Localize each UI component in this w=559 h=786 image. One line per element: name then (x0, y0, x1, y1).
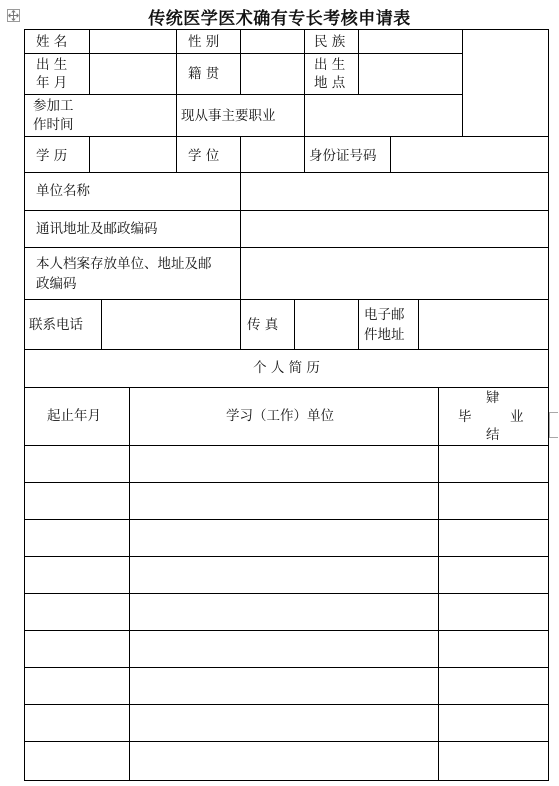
col-divider (176, 29, 177, 136)
birth-date-label-line1: 出 生 (36, 57, 68, 73)
birthplace-field[interactable] (359, 54, 462, 94)
current-occupation-label: 现从事主要职业 (181, 108, 276, 124)
col-divider (304, 136, 305, 172)
ethnicity-field[interactable] (359, 30, 462, 53)
native-place-label: 籍 贯 (188, 66, 220, 82)
email-label-line2: 件地址 (364, 327, 405, 343)
resume-row-divider (24, 667, 549, 668)
current-occupation-field[interactable] (305, 95, 462, 136)
name-label: 姓 名 (36, 34, 68, 50)
mailing-address-label: 通讯地址及邮政编码 (36, 221, 158, 237)
archive-location-label-line1: 本人档案存放单位、地址及邮 (36, 256, 212, 272)
fax-field[interactable] (295, 300, 358, 349)
resume-section-title: 个 人 简 历 (253, 360, 320, 376)
education-field[interactable] (90, 137, 176, 172)
resume-col-divider (438, 387, 439, 781)
education-label: 学 历 (36, 148, 68, 164)
name-field[interactable] (90, 30, 176, 53)
column-resize-handle-icon[interactable] (549, 412, 558, 438)
gender-label: 性 别 (188, 34, 220, 50)
table-border-right (548, 29, 549, 781)
id-number-field[interactable] (391, 137, 548, 172)
resume-col-status-top: 肄 (486, 390, 500, 406)
birthplace-label-line1: 出 生 (314, 57, 346, 73)
col-divider (358, 299, 359, 349)
work-start-field[interactable] (90, 95, 176, 136)
archive-location-label-line2: 政编码 (36, 276, 77, 292)
resume-row-divider (24, 630, 549, 631)
work-start-label-line1: 参加工 (33, 98, 74, 114)
email-label-line1: 电子邮 (364, 307, 405, 323)
work-start-label-line2: 作时间 (33, 117, 74, 133)
birthplace-label-line2: 地 点 (314, 75, 346, 91)
resume-col-period: 起止年月 (47, 408, 101, 424)
resume-col-unit: 学习（工作）单位 (226, 408, 334, 424)
id-number-label: 身份证号码 (309, 148, 377, 164)
resume-col-status-left: 毕 (458, 409, 472, 425)
table-border-left (24, 29, 25, 781)
resume-row-divider (24, 593, 549, 594)
resume-col-divider (129, 387, 130, 781)
ethnicity-label: 民 族 (314, 34, 346, 50)
resume-col-status-right: 业 (510, 409, 524, 425)
gender-field[interactable] (241, 30, 304, 53)
row-divider (24, 387, 549, 388)
table-border-bottom (24, 780, 549, 781)
employer-field[interactable] (241, 173, 548, 210)
photo-area[interactable] (463, 30, 548, 136)
phone-label: 联系电话 (29, 317, 83, 333)
resume-row-divider (24, 741, 549, 742)
birth-date-field[interactable] (90, 54, 176, 94)
email-field[interactable] (419, 300, 548, 349)
resume-row-divider (24, 556, 549, 557)
resume-row-divider (24, 704, 549, 705)
native-place-field[interactable] (241, 54, 304, 94)
row-divider (24, 445, 549, 446)
degree-field[interactable] (241, 137, 304, 172)
archive-location-field[interactable] (241, 248, 548, 299)
phone-field[interactable] (102, 300, 240, 349)
birth-date-label-line2: 年 月 (36, 75, 68, 91)
col-divider (240, 299, 241, 349)
form-title: 传统医学医术确有专长考核申请表 (148, 9, 411, 29)
mailing-address-field[interactable] (241, 211, 548, 247)
fax-label: 传 真 (247, 317, 279, 333)
resume-row-divider (24, 519, 549, 520)
degree-label: 学 位 (188, 148, 220, 164)
employer-label: 单位名称 (36, 183, 90, 199)
resume-col-status-bottom: 结 (486, 427, 500, 443)
col-divider (176, 136, 177, 172)
resume-row-divider (24, 482, 549, 483)
row-divider (24, 349, 549, 350)
